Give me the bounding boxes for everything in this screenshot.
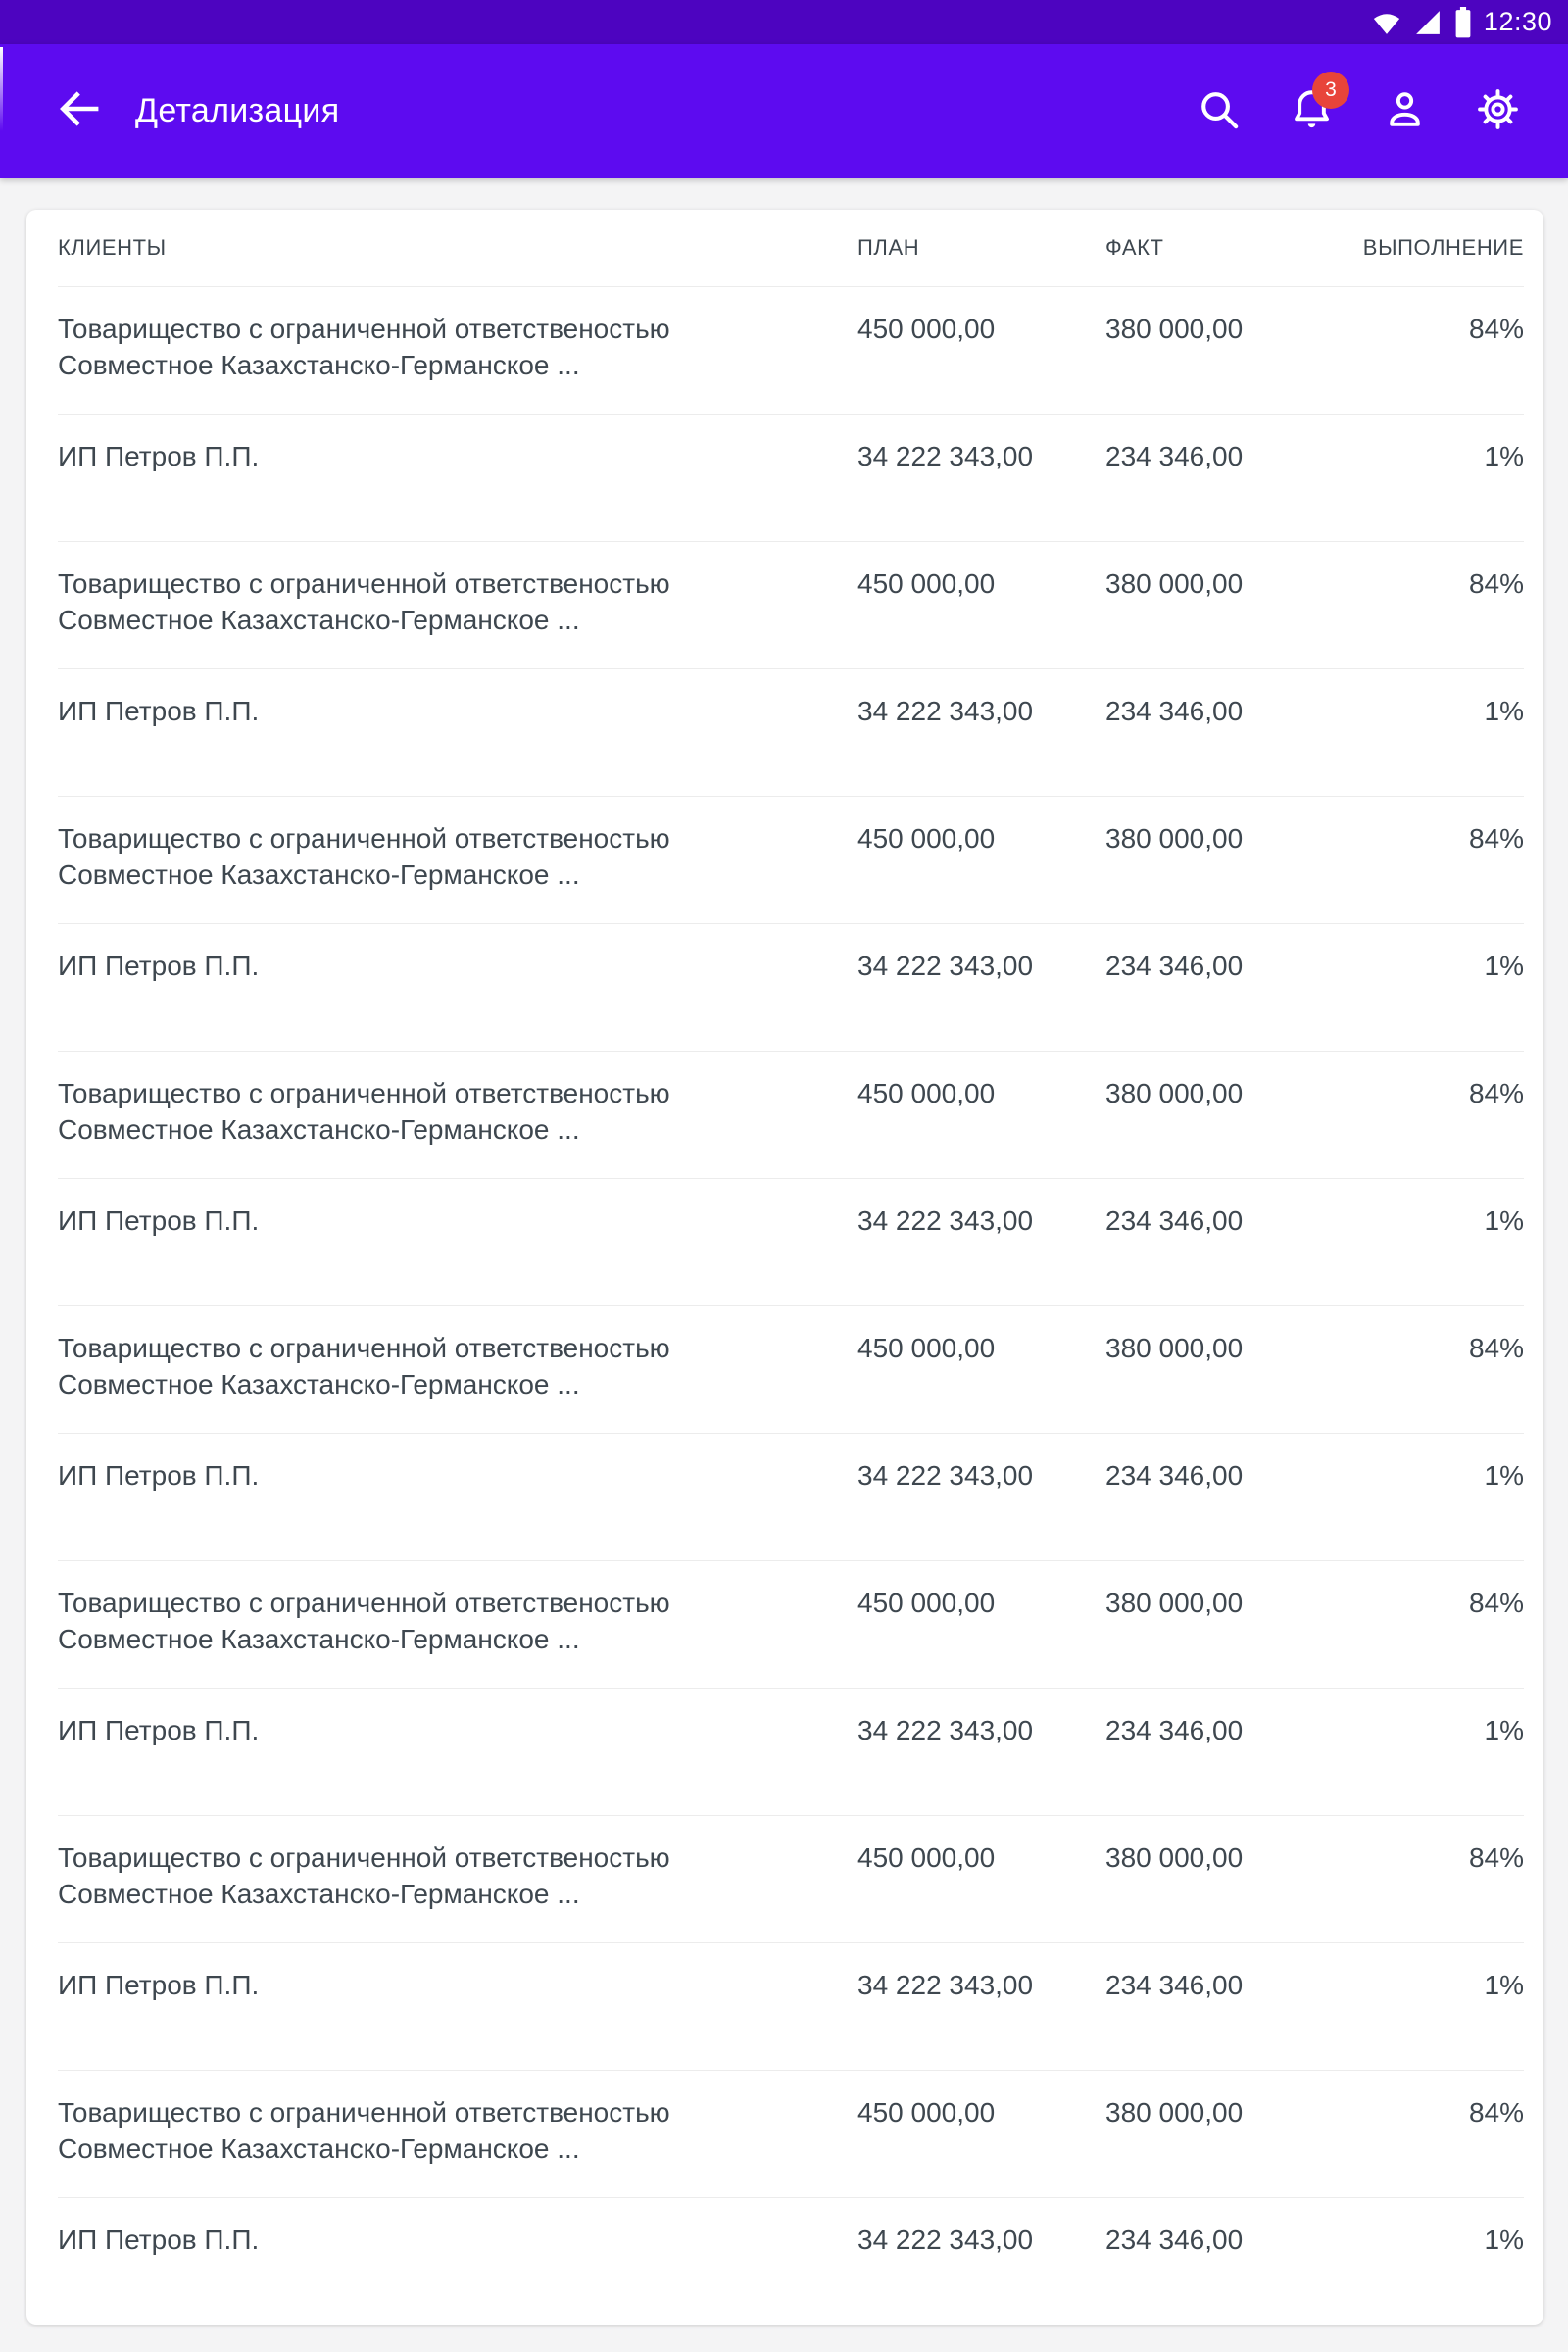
client-cell	[58, 286, 858, 414]
completion-cell: 84%	[1468, 2096, 1524, 2128]
fact-cell: 234 346,00	[1105, 950, 1244, 981]
plan-cell: 450 000,00	[858, 567, 996, 599]
fact-cell: 234 346,00	[1105, 2224, 1244, 2255]
cell-signal-icon	[1413, 8, 1443, 37]
plan-cell: 450 000,00	[858, 1332, 996, 1363]
client-cell	[58, 1051, 858, 1178]
table-row[interactable]	[58, 541, 1524, 668]
fact-cell: 380 000,00	[1105, 1077, 1244, 1108]
completion-cell: 84%	[1468, 1587, 1524, 1618]
client-name-line1: ИП Петров П.П.	[58, 950, 260, 981]
plan-cell: 34 222 343,00	[858, 695, 1034, 726]
column-header-plan: ПЛАН	[858, 210, 1105, 286]
client-name-line1: Товарищество с ограниченной ответственостью	[58, 2096, 670, 2128]
notification-badge: 3	[1312, 72, 1349, 109]
completion-cell: 1%	[1484, 695, 1524, 726]
completion-cell: 1%	[1484, 950, 1524, 981]
search-icon	[1196, 86, 1242, 137]
client-cell	[58, 2197, 858, 2325]
wifi-icon	[1372, 8, 1401, 37]
table-row[interactable]	[58, 923, 1524, 1051]
fact-cell: 380 000,00	[1105, 822, 1244, 854]
table-row[interactable]	[58, 1178, 1524, 1305]
client-name-line1: Товарищество с ограниченной ответственостью	[58, 1587, 670, 1618]
client-name-line1: ИП Петров П.П.	[58, 1204, 260, 1236]
person-icon	[1382, 86, 1428, 137]
client-cell	[58, 1178, 858, 1305]
completion-cell: 84%	[1468, 313, 1524, 344]
table-row[interactable]	[58, 668, 1524, 796]
fact-cell: 380 000,00	[1105, 313, 1244, 344]
fact-cell: 234 346,00	[1105, 1459, 1244, 1491]
table-row[interactable]	[58, 1305, 1524, 1433]
completion-cell: 84%	[1468, 567, 1524, 599]
battery-icon	[1454, 7, 1472, 38]
plan-cell: 34 222 343,00	[858, 1714, 1034, 1745]
table-row[interactable]	[58, 1433, 1524, 1560]
column-header-clients: КЛИЕНТЫ	[58, 210, 858, 286]
plan-cell: 450 000,00	[858, 822, 996, 854]
settings-button[interactable]	[1475, 88, 1521, 134]
app-bar-actions	[1196, 78, 1521, 134]
client-cell	[58, 414, 858, 541]
table-row[interactable]	[58, 2197, 1524, 2325]
fact-cell: 380 000,00	[1105, 1841, 1244, 1873]
app-bar	[0, 44, 1568, 178]
back-button[interactable]	[54, 85, 107, 138]
profile-button[interactable]	[1382, 88, 1428, 134]
completion-cell: 1%	[1484, 2224, 1524, 2255]
fact-cell: 380 000,00	[1105, 1332, 1244, 1363]
plan-cell: 450 000,00	[858, 1841, 996, 1873]
fact-cell: 234 346,00	[1105, 440, 1244, 471]
client-name-line2: Совместное Казахстанско-Германское ...	[58, 604, 580, 635]
completion-cell: 1%	[1484, 1714, 1524, 1745]
client-name-line1: Товарищество с ограниченной ответственостью	[58, 822, 670, 854]
client-name-line1: ИП Петров П.П.	[58, 1969, 260, 2000]
fact-cell: 234 346,00	[1105, 1714, 1244, 1745]
gear-icon	[1475, 86, 1521, 137]
client-name-line2: Совместное Казахстанско-Германское ...	[58, 858, 580, 890]
plan-cell: 34 222 343,00	[858, 1459, 1034, 1491]
fact-cell: 234 346,00	[1105, 1969, 1244, 2000]
arrow-back-icon	[55, 83, 106, 139]
client-name-line1: Товарищество с ограниченной ответственостью	[58, 313, 670, 344]
table-row[interactable]	[58, 414, 1524, 541]
clients-card	[26, 210, 1544, 2325]
table-body	[58, 286, 1524, 2325]
plan-cell: 450 000,00	[858, 2096, 996, 2128]
client-cell	[58, 541, 858, 668]
fact-cell: 234 346,00	[1105, 1204, 1244, 1236]
client-name-line2: Совместное Казахстанско-Германское ...	[58, 2132, 580, 2164]
fact-cell: 234 346,00	[1105, 695, 1244, 726]
plan-cell: 34 222 343,00	[858, 1969, 1034, 2000]
client-cell	[58, 796, 858, 923]
completion-cell: 1%	[1484, 440, 1524, 471]
client-name-line1: Товарищество с ограниченной ответственостью	[58, 1332, 670, 1363]
completion-cell: 1%	[1484, 1969, 1524, 2000]
plan-cell: 34 222 343,00	[858, 2224, 1034, 2255]
client-cell	[58, 1688, 858, 1815]
table-row[interactable]	[58, 1560, 1524, 1688]
table-row[interactable]	[58, 2070, 1524, 2197]
table-row[interactable]	[58, 796, 1524, 923]
client-name-line2: Совместное Казахстанско-Германское ...	[58, 349, 580, 380]
fact-cell: 380 000,00	[1105, 1587, 1244, 1618]
status-time: 12:30	[1483, 7, 1552, 36]
fact-cell: 380 000,00	[1105, 2096, 1244, 2128]
completion-cell: 84%	[1468, 1841, 1524, 1873]
completion-cell: 1%	[1484, 1459, 1524, 1491]
column-header-fact: ФАКТ	[1105, 210, 1353, 286]
page-title: Детализация	[135, 92, 340, 129]
completion-cell: 1%	[1484, 1204, 1524, 1236]
plan-cell: 450 000,00	[858, 313, 996, 344]
client-name-line1: Товарищество с ограниченной ответственостью	[58, 1077, 670, 1108]
client-cell	[58, 1942, 858, 2070]
completion-cell: 84%	[1468, 822, 1524, 854]
table-row[interactable]	[58, 1942, 1524, 2070]
plan-cell: 450 000,00	[858, 1077, 996, 1108]
fact-cell: 380 000,00	[1105, 567, 1244, 599]
client-cell	[58, 1305, 858, 1433]
completion-cell: 84%	[1468, 1332, 1524, 1363]
client-cell	[58, 1560, 858, 1688]
plan-cell: 450 000,00	[858, 1587, 996, 1618]
client-cell	[58, 923, 858, 1051]
clients-table	[58, 210, 1524, 2325]
client-name-line1: ИП Петров П.П.	[58, 1459, 260, 1491]
client-cell	[58, 2070, 858, 2197]
client-cell	[58, 668, 858, 796]
client-cell	[58, 1433, 858, 1560]
client-name-line1: ИП Петров П.П.	[58, 440, 260, 471]
table-row[interactable]	[58, 1815, 1524, 1942]
search-button[interactable]	[1196, 88, 1242, 134]
client-cell	[58, 1815, 858, 1942]
client-name-line1: ИП Петров П.П.	[58, 2224, 260, 2255]
table-header-row	[58, 210, 1524, 286]
completion-cell: 84%	[1468, 1077, 1524, 1108]
plan-cell: 34 222 343,00	[858, 440, 1034, 471]
notifications-button[interactable]	[1289, 78, 1337, 134]
client-name-line1: ИП Петров П.П.	[58, 1714, 260, 1745]
client-name-line2: Совместное Казахстанско-Германское ...	[58, 1113, 580, 1145]
column-header-completion: ВЫПОЛНЕНИЕ	[1353, 210, 1524, 286]
plan-cell: 34 222 343,00	[858, 1204, 1034, 1236]
plan-cell: 34 222 343,00	[858, 950, 1034, 981]
client-name-line2: Совместное Казахстанско-Германское ...	[58, 1878, 580, 1909]
client-name-line1: ИП Петров П.П.	[58, 695, 260, 726]
table-row[interactable]	[58, 1688, 1524, 1815]
client-name-line2: Совместное Казахстанско-Германское ...	[58, 1623, 580, 1654]
table-row[interactable]	[58, 286, 1524, 414]
client-name-line1: Товарищество с ограниченной ответственостью	[58, 567, 670, 599]
client-name-line1: Товарищество с ограниченной ответственостью	[58, 1841, 670, 1873]
status-bar	[0, 0, 1568, 44]
drawer-edge	[0, 47, 3, 131]
table-row[interactable]	[58, 1051, 1524, 1178]
client-name-line2: Совместное Казахстанско-Германское ...	[58, 1368, 580, 1399]
